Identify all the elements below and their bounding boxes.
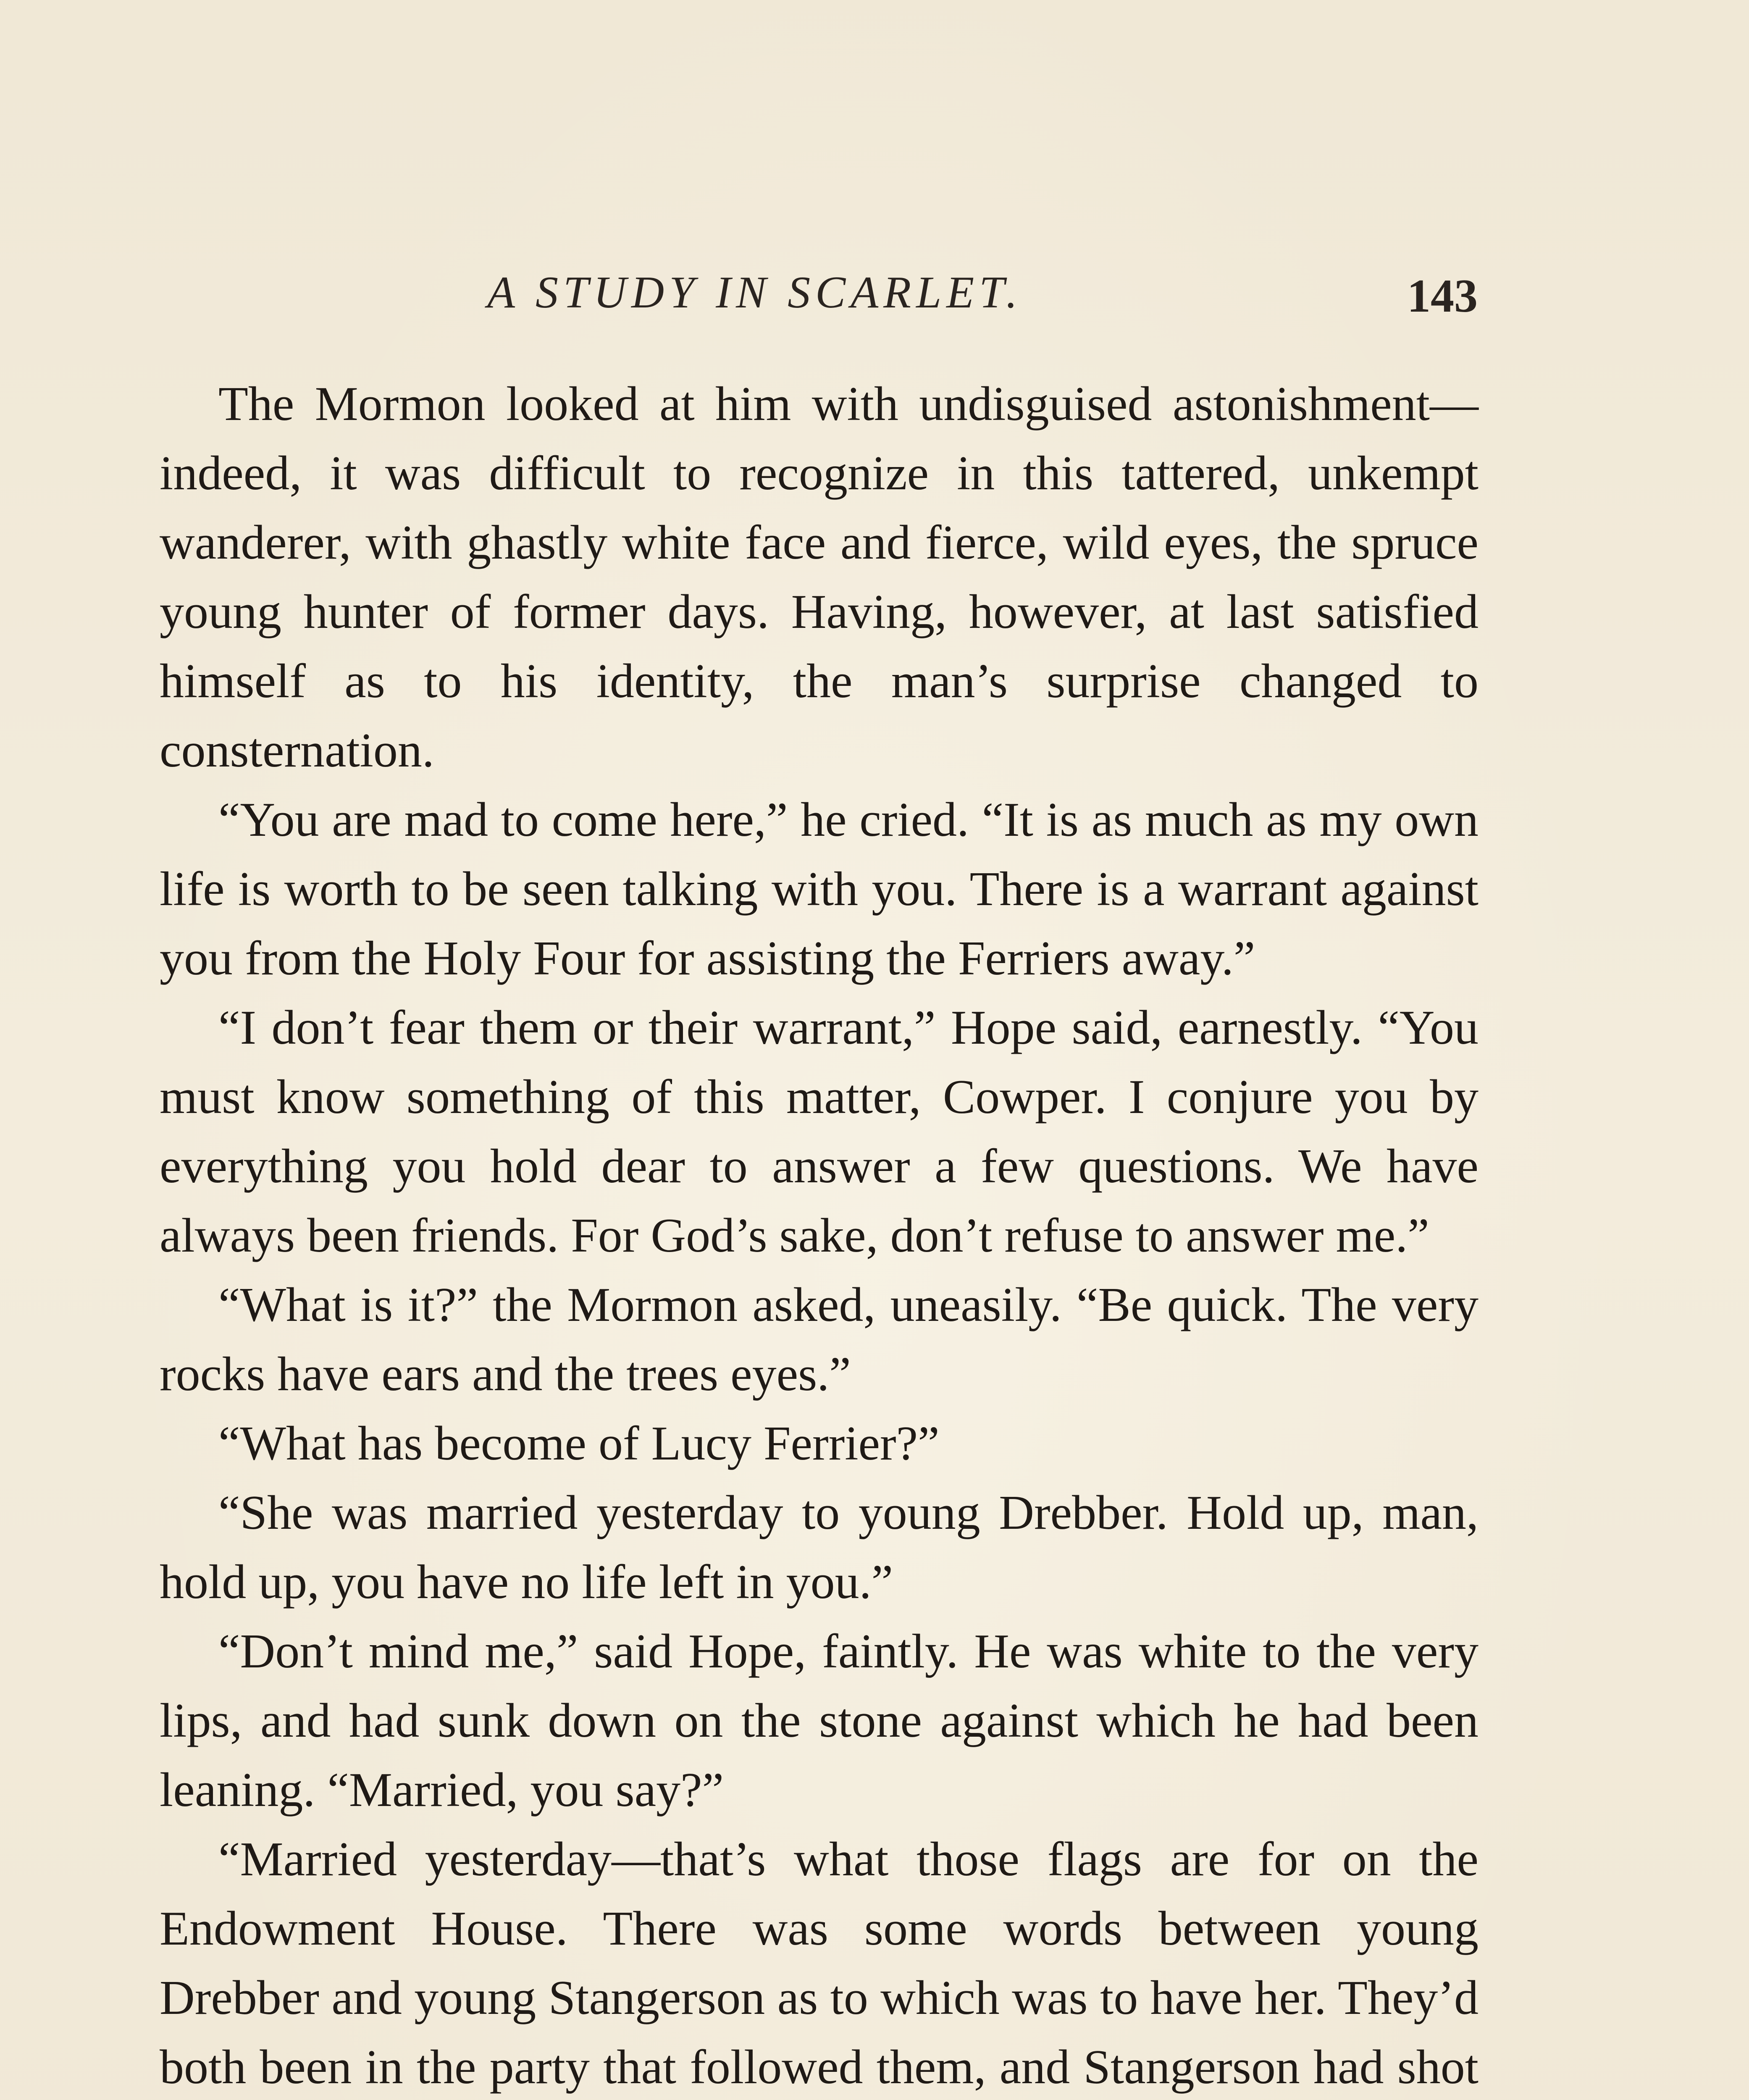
paragraph: “You are mad to come here,” he cried. “It is as much as my own life is worth to be seen talking with you. There is a warrant against you from the Holy Four for assisting the Ferriers away.” xyxy=(160,793,1479,985)
paragraph: “What is it?” the Mormon asked, uneasily. “Be quick. The very rocks have ears and the trees eyes.” xyxy=(160,1278,1479,1401)
running-title: A STUDY IN SCARLET. xyxy=(487,268,1023,318)
paragraph: “What has become of Lucy Ferrier?” xyxy=(218,1417,940,1470)
body-text xyxy=(160,370,1479,2100)
page-header xyxy=(0,258,1749,330)
paragraph: “I don’t fear them or their warrant,” Hope said, earnestly. “You must know something of this matter, Cowper. I conjure you by everything you hold dear to answer a few questions. We have always been friends. For God’s sake, don’t refuse to answer me.” xyxy=(160,1001,1479,1263)
paragraph: “Don’t mind me,” said Hope, faintly. He was white to the very lips, and had sunk down on the stone against which he had been leaning. “Married, you say?” xyxy=(160,1625,1479,1817)
paragraph: “Married yesterday—that’s what those flags are for on the Endowment House. There was some words between young Drebber and young Stangerson as to which was to have her. They’d both been in the party that followed them, and Stangerson had shot xyxy=(160,1832,1479,2094)
paragraph: “She was married yesterday to young Drebber. Hold up, man, hold up, you have no life left in you.” xyxy=(160,1486,1479,1609)
paragraph: The Mormon looked at him with undisguised astonishment—indeed, it was difficult to recognize in this tattered, unkempt wanderer, with ghastly white face and fierce, wild eyes, the spruce young hunter of former days. Having, however, at last satisfied himself as to his identity, the man’s surprise changed to consternation. xyxy=(160,377,1479,777)
page-number: 143 xyxy=(1407,270,1478,322)
